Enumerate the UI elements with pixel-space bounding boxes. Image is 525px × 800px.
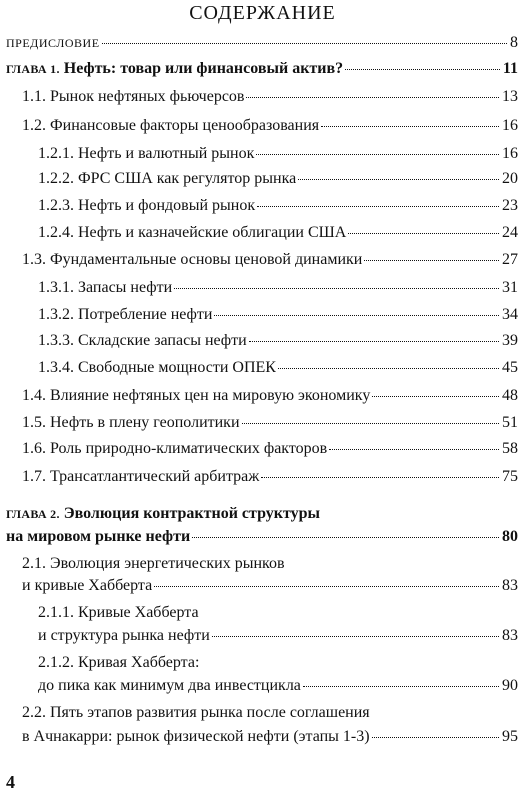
toc-entry-text: 1.2. Финансовые факторы ценообразования bbox=[22, 117, 320, 134]
dot-leader bbox=[246, 97, 499, 98]
toc-entry[interactable] bbox=[22, 414, 518, 432]
chapter-heading bbox=[6, 60, 343, 78]
toc-entry-page: 13 bbox=[502, 88, 518, 105]
toc-entry-text: 1.1. Рынок нефтяных фьючерсов bbox=[22, 88, 245, 105]
dot-leader bbox=[372, 396, 499, 397]
toc-entry-page: 48 bbox=[502, 387, 518, 404]
toc-entry[interactable] bbox=[38, 332, 518, 350]
toc-chapter-1[interactable] bbox=[6, 60, 518, 78]
toc-entry[interactable] bbox=[38, 145, 518, 163]
dot-leader bbox=[242, 423, 499, 424]
dot-leader bbox=[364, 260, 499, 261]
chapter-label: ГЛАВА 2. bbox=[6, 507, 60, 521]
toc-entry-text: 1.5. Нефть в плену геополитики bbox=[22, 414, 240, 431]
toc-entry[interactable] bbox=[38, 279, 518, 297]
toc-entry[interactable] bbox=[22, 577, 518, 595]
toc-entry-page: 23 bbox=[502, 197, 518, 214]
toc-entry-page: 90 bbox=[502, 677, 518, 694]
toc-entry-page: 83 bbox=[502, 577, 518, 594]
page-title: СОДЕРЖАНИЕ bbox=[189, 2, 336, 24]
dot-leader bbox=[372, 737, 499, 738]
dot-leader bbox=[102, 43, 507, 44]
chapter-label: ГЛАВА 1. bbox=[6, 62, 60, 76]
chapter-title: Эволюция контрактной структуры bbox=[63, 505, 321, 522]
dot-leader bbox=[174, 288, 499, 289]
toc-entry-page: 51 bbox=[502, 414, 518, 431]
toc-entry-page: 39 bbox=[502, 332, 518, 349]
dot-leader bbox=[154, 586, 499, 587]
dot-leader bbox=[321, 126, 499, 127]
toc-entry-page: 75 bbox=[502, 468, 518, 485]
toc-entry-text: и кривые Хабберта bbox=[22, 577, 153, 594]
dot-leader bbox=[278, 368, 499, 369]
toc-entry-text: 1.2.2. ФРС США как регулятор рынка bbox=[38, 170, 297, 187]
toc-entry-text: 1.3. Фундаментальные основы ценовой динамики bbox=[22, 251, 363, 268]
chapter-title-line2: на мировом рынке нефти bbox=[6, 528, 191, 545]
toc-entry[interactable] bbox=[22, 728, 518, 746]
toc-entry-text: 1.3.4. Свободные мощности ОПЕК bbox=[38, 359, 276, 376]
chapter-title: Нефть: товар или финансовый актив? bbox=[63, 60, 344, 77]
toc-entry-text: 1.2.1. Нефть и валютный рынок bbox=[38, 145, 255, 162]
dot-leader bbox=[329, 449, 499, 450]
toc-entry-text: 1.6. Роль природно-климатических факторов bbox=[22, 440, 328, 457]
toc-entry-text: 1.2.4. Нефть и казначейские облигации США bbox=[38, 224, 347, 241]
toc-entry[interactable] bbox=[38, 306, 518, 324]
toc-entry-text: и структура рынка нефти bbox=[38, 627, 210, 644]
toc-entry-page: 20 bbox=[502, 170, 518, 187]
toc-entry[interactable] bbox=[22, 440, 518, 458]
toc-chapter-2[interactable] bbox=[6, 528, 518, 546]
dot-leader bbox=[303, 686, 499, 687]
toc-entry-text: ПРЕДИСЛОВИЕ bbox=[6, 36, 100, 50]
toc-entry[interactable] bbox=[22, 468, 518, 486]
toc-entry[interactable] bbox=[22, 117, 518, 135]
toc-entry-text: 1.7. Трансатлантический арбитраж bbox=[22, 468, 260, 485]
toc-entry-line1[interactable]: 2.2. Пять этапов развития рынка после соглашения bbox=[22, 704, 370, 721]
toc-entry[interactable] bbox=[38, 677, 518, 695]
toc-entry-page: 31 bbox=[502, 279, 518, 296]
dot-leader bbox=[214, 315, 499, 316]
toc-entry-line1[interactable]: 2.1.2. Кривая Хабберта: bbox=[38, 654, 200, 671]
toc-entry-line1[interactable]: 2.1.1. Кривые Хабберта bbox=[38, 604, 199, 621]
toc-entry-page: 58 bbox=[502, 440, 518, 457]
toc-entry-text: 1.3.2. Потребление нефти bbox=[38, 306, 213, 323]
dot-leader bbox=[257, 206, 499, 207]
dot-leader bbox=[256, 154, 499, 155]
toc-entry-page: 80 bbox=[502, 528, 518, 545]
toc-entry-line1[interactable]: 2.1. Эволюция энергетических рынков bbox=[22, 555, 285, 572]
toc-entry-page: 83 bbox=[502, 627, 518, 644]
toc-entry-page: 45 bbox=[502, 359, 518, 376]
toc-entry-text: до пика как минимум два инвестцикла bbox=[38, 677, 301, 694]
toc-entry[interactable] bbox=[38, 197, 518, 215]
dot-leader bbox=[192, 537, 499, 538]
toc-entry-preface[interactable] bbox=[6, 34, 518, 52]
dot-leader bbox=[348, 233, 499, 234]
toc-entry-page: 95 bbox=[502, 728, 518, 745]
chapter-heading-line1[interactable] bbox=[6, 505, 320, 523]
toc-entry-page: 27 bbox=[502, 251, 518, 268]
toc-entry[interactable] bbox=[22, 387, 518, 405]
dot-leader bbox=[298, 179, 499, 180]
toc-entry-page: 34 bbox=[502, 306, 518, 323]
dot-leader bbox=[261, 477, 499, 478]
toc-entry[interactable] bbox=[38, 224, 518, 242]
toc-entry[interactable] bbox=[38, 170, 518, 188]
toc-entry-page: 16 bbox=[502, 117, 518, 134]
dot-leader bbox=[249, 341, 499, 342]
toc-entry-text: 1.2.3. Нефть и фондовый рынок bbox=[38, 197, 256, 214]
dot-leader bbox=[345, 69, 500, 70]
toc-entry-text: 1.3.3. Складские запасы нефти bbox=[38, 332, 247, 349]
page-number: 4 bbox=[6, 772, 15, 792]
toc-entry-page: 16 bbox=[502, 145, 518, 162]
toc-entry-page: 8 bbox=[510, 34, 518, 51]
toc-entry[interactable] bbox=[22, 251, 518, 269]
toc-entry-text: 1.3.1. Запасы нефти bbox=[38, 279, 173, 296]
toc-entry-text: 1.4. Влияние нефтяных цен на мировую экономику bbox=[22, 387, 371, 404]
toc-entry[interactable] bbox=[38, 359, 518, 377]
toc-entry-page: 11 bbox=[502, 60, 518, 77]
toc-entry[interactable] bbox=[38, 627, 518, 645]
toc-entry-text: в Ачнакарри: рынок физической нефти (этапы 1-3) bbox=[22, 728, 370, 745]
dot-leader bbox=[212, 636, 499, 637]
toc-entry[interactable] bbox=[22, 88, 518, 106]
toc-entry-page: 24 bbox=[502, 224, 518, 241]
